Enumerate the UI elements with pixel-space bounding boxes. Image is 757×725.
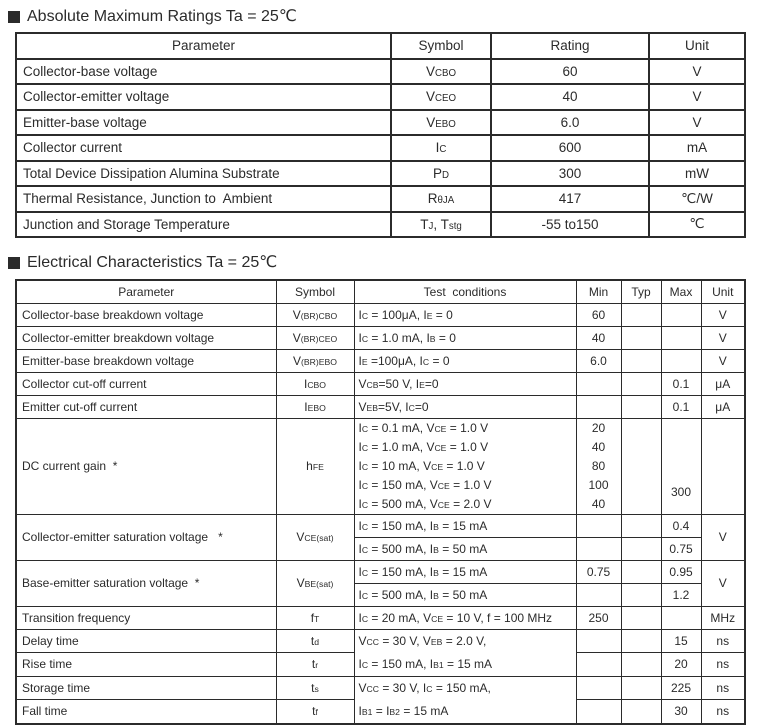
typ-cell [621,676,661,700]
typ-cell [621,303,661,326]
unit-cell: V [701,349,745,372]
symbol-cell: VEBO [391,110,491,136]
symbol-cell: fT [276,606,354,629]
table-row [16,135,745,161]
max-cell: 15 [661,629,701,653]
unit-cell: mA [649,135,745,161]
table-row [16,349,745,372]
column-header-rating: Rating [491,33,649,59]
parameter-cell: Collector-emitter voltage [16,84,391,110]
parameter-cell: Emitter-base breakdown voltage [16,349,276,372]
min-cell [576,629,621,653]
test-conditions-cell: IC = 500 mA, IB = 50 mA [354,537,576,560]
parameter-cell: Collector current [16,135,391,161]
symbol-cell: tr [276,653,354,677]
symbol-cell: ICBO [276,372,354,395]
table-row-delay-time [16,629,745,653]
table-row-vce-sat-1 [16,514,745,537]
symbol-cell: VCBO [391,59,491,85]
table-row [16,161,745,187]
table-row-vbe-sat-1 [16,560,745,583]
table-row [16,186,745,212]
min-cell [576,514,621,537]
typ-cell [621,700,661,724]
parameter-cell: Collector-base voltage [16,59,391,85]
min-cell [576,676,621,700]
parameter-cell: Base-emitter saturation voltage * [16,560,276,606]
table-row [16,606,745,629]
test-conditions-cell [354,418,576,514]
symbol-cell: ts [276,676,354,700]
test-conditions-cell: IC = 150 mA, IB = 15 mA [354,560,576,583]
max-cell: 30 [661,700,701,724]
rating-cell: 40 [491,84,649,110]
section-bullet-square-icon [8,11,20,23]
parameter-cell: Collector-emitter saturation voltage * [16,514,276,560]
rating-cell: -55 to150 [491,212,649,238]
max-cell: 0.1 [661,395,701,418]
min-cell [576,372,621,395]
section-title-text: Electrical Characteristics Ta = 25℃ [27,254,278,271]
min-cell [576,418,621,514]
parameter-cell: Emitter-base voltage [16,110,391,136]
test-condition-line: IB1 = IB2 = 15 mA [358,703,449,718]
test-condition-line: IC = 0.1 mA, VCE = 1.0 V [358,420,489,435]
absolute-maximum-ratings-table [15,32,746,238]
rating-cell: 417 [491,186,649,212]
max-cell [661,349,701,372]
min-cell [576,583,621,606]
column-header-unit: Unit [649,33,745,59]
test-condition-line: IC = 10 mA, VCE = 1.0 V [358,458,485,473]
test-condition-line: IC = 1.0 mA, VCE = 1.0 V [358,439,489,454]
column-header-unit: Unit [701,280,745,303]
table-row-storage-time [16,676,745,700]
unit-cell: ns [701,676,745,700]
min-cell: 0.75 [576,560,621,583]
unit-cell: V [649,110,745,136]
column-header-typ: Typ [621,280,661,303]
typ-cell [621,372,661,395]
symbol-cell: IEBO [276,395,354,418]
test-condition-line: IC = 500 mA, VCE = 2.0 V [358,496,492,511]
typ-cell [621,583,661,606]
typ-cell [621,606,661,629]
column-header-min: Min [576,280,621,303]
symbol-cell: hFE [276,418,354,514]
typ-cell [621,326,661,349]
min-cell [576,395,621,418]
test-conditions-cell: IC = 100μA, IE = 0 [354,303,576,326]
test-conditions-cell [354,629,576,676]
table-row [16,212,745,238]
test-conditions-cell: IC = 500 mA, IB = 50 mA [354,583,576,606]
column-header-symbol: Symbol [276,280,354,303]
min-cell: 40 [576,326,621,349]
symbol-cell: TJ, Tstg [391,212,491,238]
symbol-cell: IC [391,135,491,161]
max-cell: 0.75 [661,537,701,560]
max-cell: 0.4 [661,514,701,537]
unit-cell: μA [701,395,745,418]
column-header-parameter: Parameter [16,33,391,59]
symbol-cell: tf [276,700,354,724]
test-condition-line: VCC = 30 V, VEB = 2.0 V, [358,633,487,648]
symbol-cell: V(BR)CEO [276,326,354,349]
test-conditions-cell [354,676,576,724]
parameter-cell: Collector-base breakdown voltage [16,303,276,326]
symbol-cell: VCE(sat) [276,514,354,560]
unit-cell: V [701,326,745,349]
parameter-cell: Delay time [16,629,276,653]
electrical-characteristics-table [15,279,746,725]
symbol-cell: RθJA [391,186,491,212]
rating-cell: 300 [491,161,649,187]
datasheet-page [0,8,757,725]
max-cell: 20 [661,653,701,677]
parameter-cell: Thermal Resistance, Junction to Ambient [16,186,391,212]
unit-cell: ns [701,629,745,653]
column-header-test-conditions: Test conditions [354,280,576,303]
unit-cell: V [649,84,745,110]
min-cell [576,537,621,560]
parameter-cell: Storage time [16,676,276,700]
table-row [16,372,745,395]
rating-cell: 60 [491,59,649,85]
symbol-cell: VBE(sat) [276,560,354,606]
parameter-cell: DC current gain * [16,418,276,514]
unit-cell: V [649,59,745,85]
test-conditions-cell: VEB=5V, IC=0 [354,395,576,418]
unit-cell: μA [701,372,745,395]
symbol-cell: V(BR)EBO [276,349,354,372]
symbol-cell: td [276,629,354,653]
min-value-line: 40 [591,496,606,511]
typ-cell [621,629,661,653]
min-cell [576,700,621,724]
section-title-electrical-characteristics [8,254,757,272]
typ-cell [621,653,661,677]
parameter-cell: Collector cut-off current [16,372,276,395]
unit-cell: ns [701,700,745,724]
rating-cell: 600 [491,135,649,161]
typ-cell [621,395,661,418]
test-conditions-cell: IE =100μA, IC = 0 [354,349,576,372]
table-row [16,84,745,110]
max-cell: 0.95 [661,560,701,583]
min-value-line: 20 [591,420,606,435]
parameter-cell: Emitter cut-off current [16,395,276,418]
min-cell: 6.0 [576,349,621,372]
parameter-cell: Transition frequency [16,606,276,629]
symbol-cell: PD [391,161,491,187]
max-cell: 225 [661,676,701,700]
typ-cell [621,537,661,560]
table-row [16,59,745,85]
typ-cell [621,349,661,372]
table-row [16,395,745,418]
parameter-cell: Junction and Storage Temperature [16,212,391,238]
min-value-line: 40 [591,439,606,454]
parameter-cell: Rise time [16,653,276,677]
section-title-absolute-maximum-ratings [8,8,757,26]
test-condition-line: VCC = 30 V, IC = 150 mA, [358,680,491,695]
max-cell [661,326,701,349]
parameter-cell: Total Device Dissipation Alumina Substrate [16,161,391,187]
parameter-cell: Collector-emitter breakdown voltage [16,326,276,349]
rating-cell: 6.0 [491,110,649,136]
min-cell [576,653,621,677]
section-bullet-square-icon [8,257,20,269]
typ-cell [621,560,661,583]
column-header-max: Max [661,280,701,303]
unit-cell: ℃/W [649,186,745,212]
unit-cell: MHz [701,606,745,629]
unit-cell [701,418,745,514]
max-cell: 1.2 [661,583,701,606]
symbol-cell: V(BR)CBO [276,303,354,326]
max-cell: 0.1 [661,372,701,395]
parameter-cell: Fall time [16,700,276,724]
section-title-text: Absolute Maximum Ratings Ta = 25℃ [27,8,297,25]
unit-cell: V [701,303,745,326]
table-row-dc-current-gain [16,418,745,514]
min-value-line: 100 [588,477,609,492]
min-value-line: 80 [591,458,606,473]
max-cell [661,303,701,326]
table-header-row [16,33,745,59]
unit-cell: ns [701,653,745,677]
min-cell: 60 [576,303,621,326]
table-row [16,303,745,326]
test-condition-line: IC = 150 mA, IB1 = 15 mA [358,656,493,671]
min-cell: 250 [576,606,621,629]
test-conditions-cell: VCB=50 V, IE=0 [354,372,576,395]
test-conditions-cell: IC = 20 mA, VCE = 10 V, f = 100 MHz [354,606,576,629]
unit-cell: mW [649,161,745,187]
typ-cell [621,418,661,514]
test-conditions-cell: IC = 1.0 mA, IB = 0 [354,326,576,349]
max-cell: 300 [661,418,701,514]
symbol-cell: VCEO [391,84,491,110]
table-row [16,326,745,349]
typ-cell [621,514,661,537]
unit-cell: ℃ [649,212,745,238]
test-conditions-cell: IC = 150 mA, IB = 15 mA [354,514,576,537]
table-row [16,110,745,136]
unit-cell: V [701,514,745,560]
test-condition-line: IC = 150 mA, VCE = 1.0 V [358,477,492,492]
max-cell [661,606,701,629]
column-header-symbol: Symbol [391,33,491,59]
column-header-parameter: Parameter [16,280,276,303]
unit-cell: V [701,560,745,606]
table-header-row [16,280,745,303]
